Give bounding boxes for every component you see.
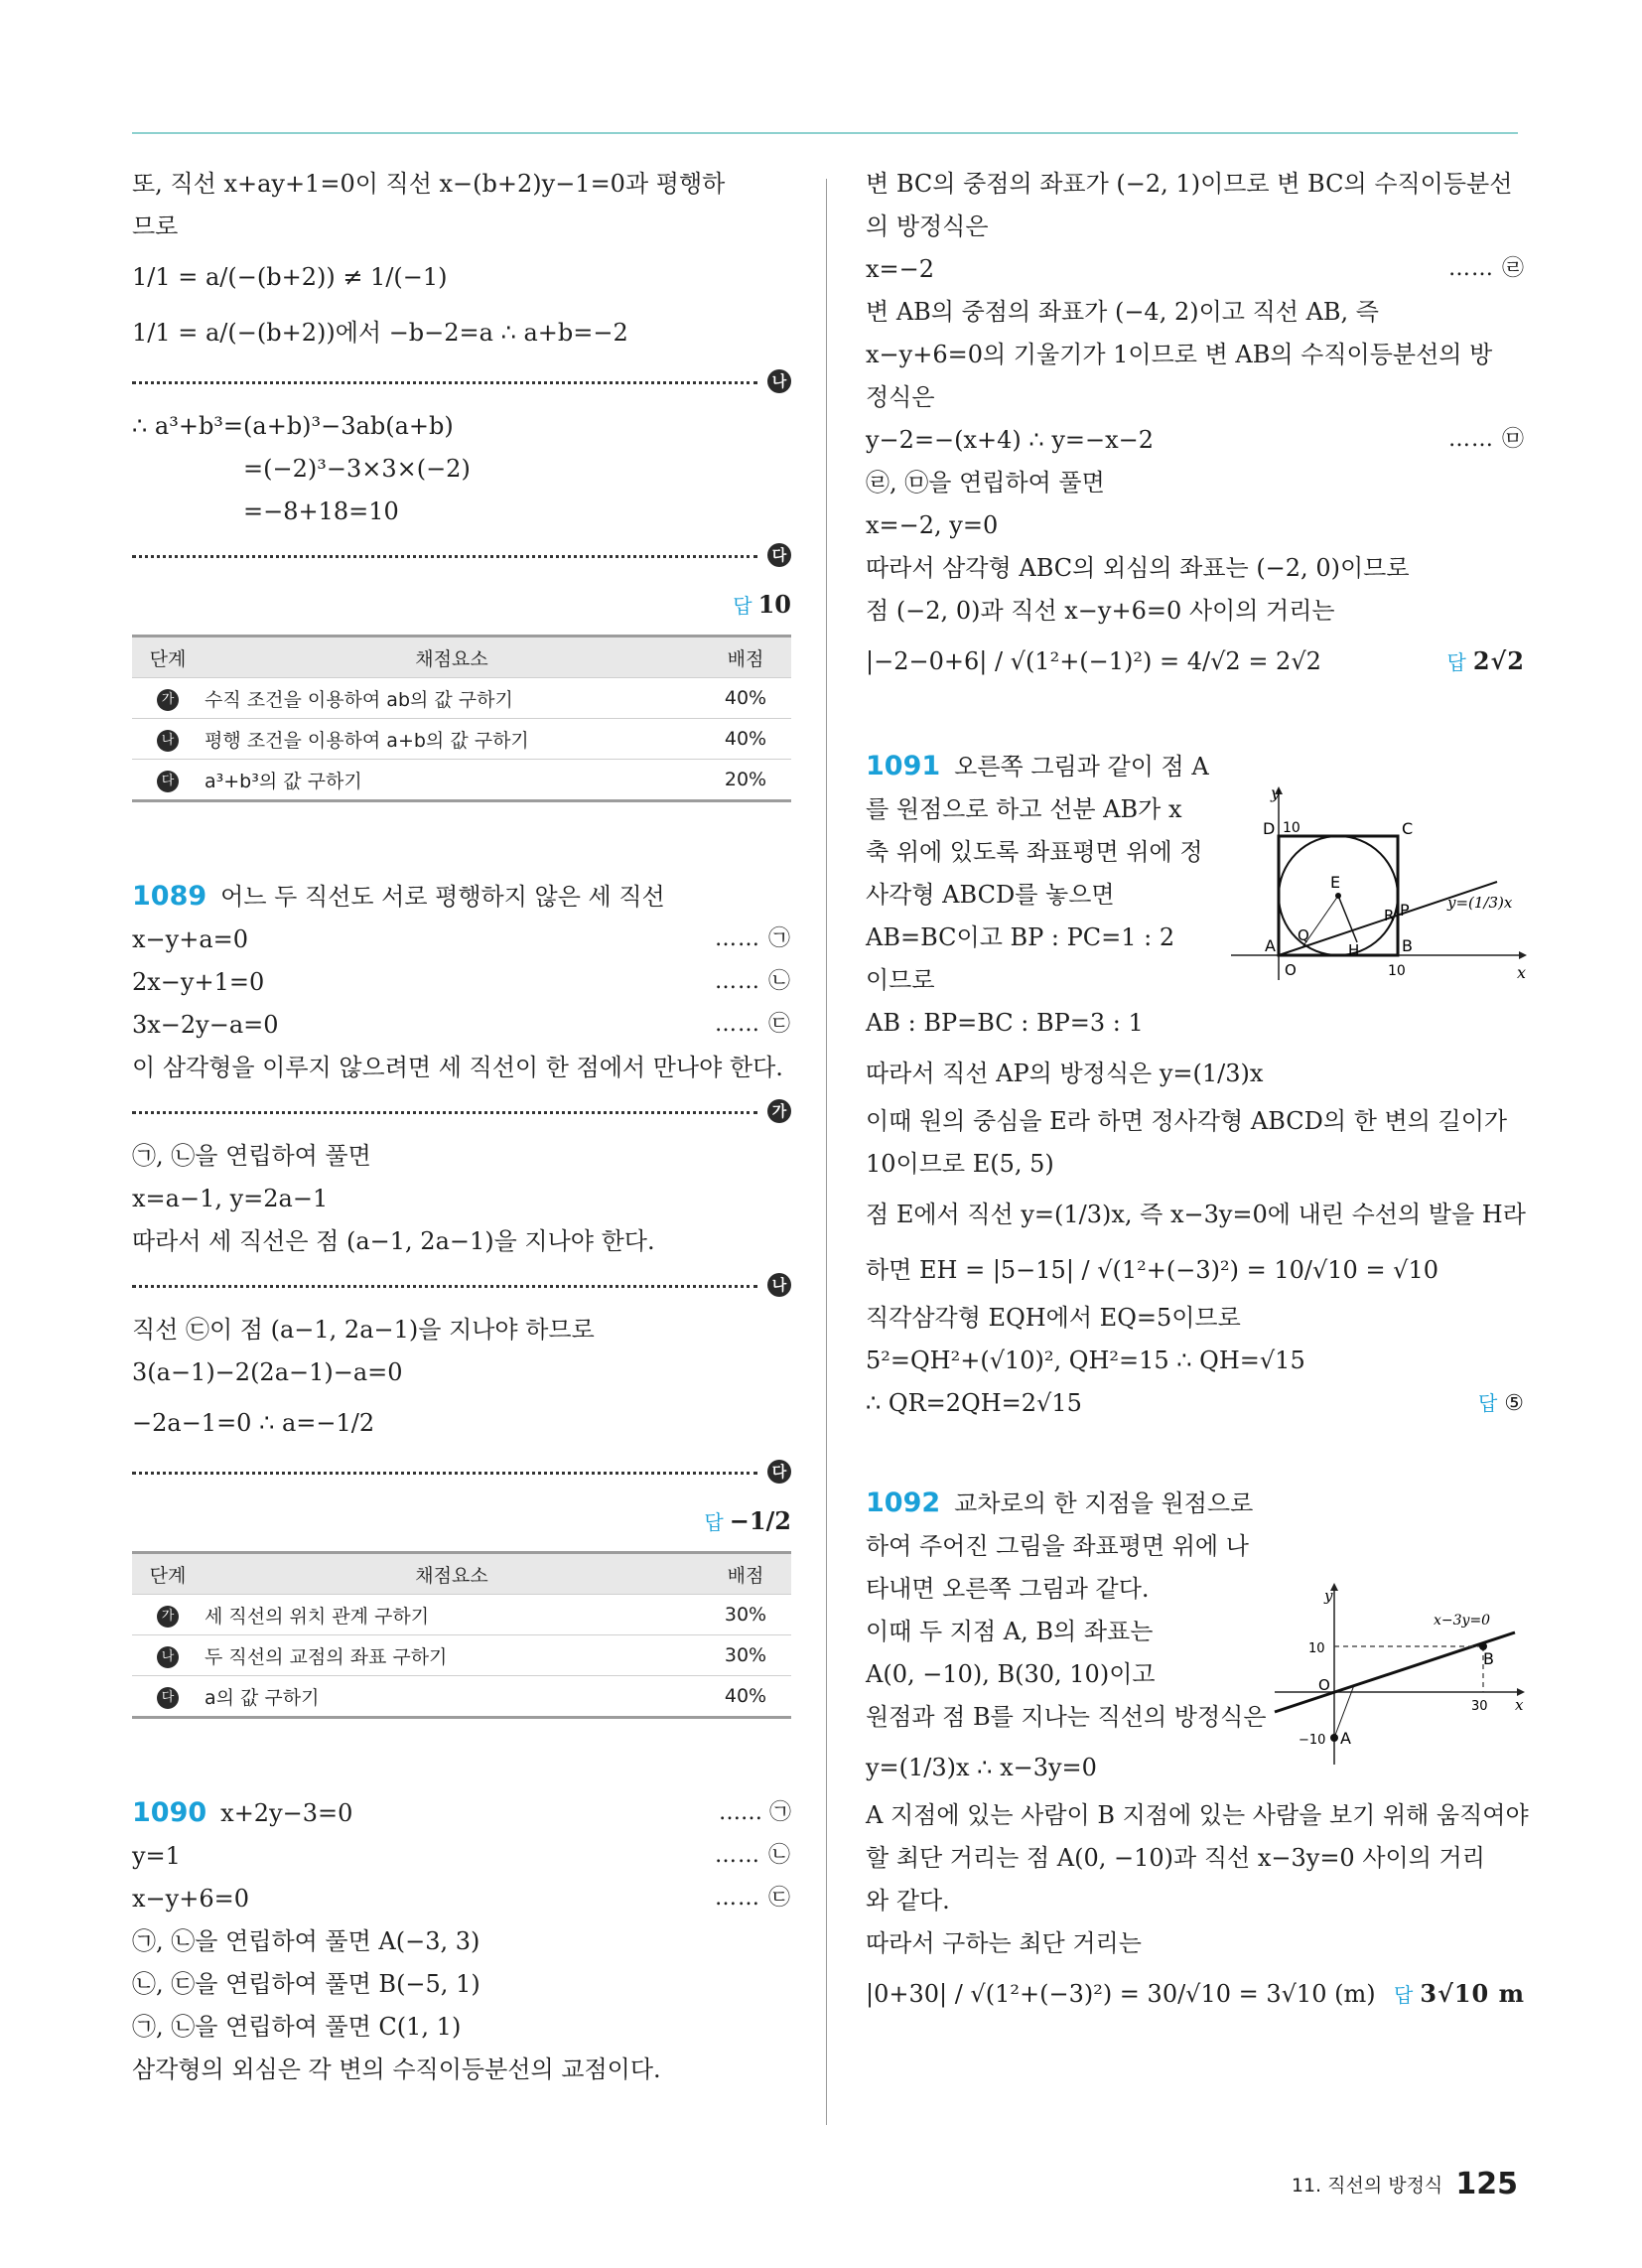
- point-a: [1330, 1734, 1338, 1742]
- text-line: x−y+6=0의 기울기가 1이므로 변 AB의 수직이등분선의 방: [866, 341, 1493, 368]
- table-header: 배점: [700, 1553, 791, 1595]
- table-row: [132, 1595, 791, 1635]
- step-mark: 가: [157, 689, 179, 711]
- equation-mark: …… ㉠: [715, 926, 791, 951]
- step-separator: [132, 369, 791, 395]
- formula-line: y=(1/3)x ∴ x−3y=0: [866, 1754, 1097, 1781]
- page-number: 125: [1455, 2167, 1518, 2201]
- equation-mark: …… ㉣: [1448, 256, 1525, 281]
- figure-1091: [1229, 786, 1527, 985]
- text-line: ㉠, ㉡을 연립하여 풀면 A(−3, 3): [132, 1927, 480, 1955]
- text-line: ㉠, ㉡을 연립하여 풀면: [132, 1142, 371, 1170]
- text-line: 3(a−1)−2(2a−1)−a=0: [132, 1358, 403, 1386]
- table-row: [132, 719, 791, 760]
- text-line: 정식은: [866, 383, 935, 411]
- column-divider: [826, 179, 827, 2125]
- problem-number: 1090: [132, 1797, 207, 1828]
- axis-label: y: [1324, 1587, 1333, 1605]
- problem-number: 1089: [132, 881, 207, 912]
- tick-label: −10: [1299, 1733, 1326, 1748]
- text-line: ㉣, ㉤을 연립하여 풀면: [866, 469, 1105, 496]
- step-badge: 나: [767, 1273, 791, 1297]
- answer-value: 2√2: [1472, 646, 1525, 675]
- step-mark: 나: [157, 730, 179, 752]
- text-line: 이때 두 지점 A, B의 좌표는: [866, 1618, 1154, 1645]
- text-line: 10이므로 E(5, 5): [866, 1150, 1054, 1178]
- table-cell: 40%: [700, 678, 791, 719]
- text-line: 직각삼각형 EQH에서 EQ=5이므로: [866, 1304, 1241, 1332]
- text-line: 타내면 오른쪽 그림과 같다.: [866, 1575, 1150, 1603]
- table-header: 단계: [132, 637, 204, 678]
- answer-1090: [1447, 638, 1526, 685]
- table-cell: 세 직선의 위치 관계 구하기: [204, 1595, 700, 1635]
- chapter-title: 11. 직선의 방정식: [1291, 2175, 1443, 2197]
- answer-label: 답: [704, 1510, 724, 1534]
- step-separator: [132, 1273, 791, 1299]
- formula-line: 하면 EH = |5−15| / √(1²+(−3)²) = 10/√10 = √10: [866, 1256, 1439, 1284]
- point-label: P: [1400, 901, 1410, 920]
- equation-mark: …… ㉠: [719, 1800, 791, 1825]
- table-cell: 40%: [700, 1676, 791, 1718]
- table-cell: 30%: [700, 1595, 791, 1635]
- text-line: 하여 주어진 그림을 좌표평면 위에 나: [866, 1532, 1249, 1560]
- text-line: A 지점에 있는 사람이 B 지점에 있는 사람을 보기 위해 움직여야: [866, 1801, 1529, 1829]
- step-mark: 다: [157, 771, 179, 792]
- text-line: 이므로: [866, 966, 935, 994]
- step-badge: 나: [767, 369, 791, 393]
- table-cell: 두 직선의 교점의 좌표 구하기: [204, 1635, 700, 1676]
- table-row: [132, 678, 791, 719]
- table-header: 채점요소: [204, 637, 700, 678]
- text-line: 사각형 ABCD를 놓으면: [866, 881, 1115, 909]
- text-line: 이 삼각형을 이루지 않으려면 세 직선이 한 점에서 만나야 한다.: [132, 1054, 783, 1081]
- step-badge: 다: [767, 1460, 791, 1484]
- left-column: [132, 169, 791, 2097]
- text-line: 를 원점으로 하고 선분 AB가 x: [866, 795, 1182, 823]
- text-line: 따라서 구하는 최단 거리는: [866, 1929, 1142, 1957]
- text-line: 변 AB의 중점의 좌표가 (−4, 2)이고 직선 AB, 즉: [866, 298, 1379, 326]
- answer-value: ⑤: [1504, 1391, 1525, 1416]
- answer-1092: [1394, 1971, 1525, 2018]
- point-label: A: [1340, 1729, 1351, 1748]
- text-line: 직선 ㉢이 점 (a−1, 2a−1)을 지나야 하므로: [132, 1316, 595, 1344]
- step-separator: [132, 543, 791, 569]
- table-cell: 30%: [700, 1635, 791, 1676]
- text-line: 므로: [132, 213, 179, 240]
- formula-line: =(−2)³−3×3×(−2): [243, 455, 471, 483]
- formula-line: =−8+18=10: [243, 497, 399, 525]
- grading-table-1088: [132, 635, 791, 802]
- problem-1092-header: 1092 교차로의 한 지점을 원점으로: [866, 1488, 1254, 1518]
- step-mark: 다: [157, 1687, 179, 1709]
- answer-value: −1/2: [729, 1506, 791, 1535]
- table-header: 채점요소: [204, 1553, 700, 1595]
- point-label: C: [1402, 819, 1414, 838]
- answer-1091: [1478, 1388, 1525, 1419]
- table-row: [132, 1635, 791, 1676]
- arrow-icon: [1519, 951, 1527, 959]
- formula-line: ∴ a³+b³=(a+b)³−3ab(a+b): [132, 412, 454, 440]
- answer-label: 답: [733, 594, 753, 618]
- problem-1091-header: 1091 오른쪽 그림과 같이 점 A: [866, 751, 1209, 781]
- answer-label: 답: [1446, 650, 1467, 674]
- table-row: [132, 1676, 791, 1718]
- text-line: 이때 원의 중심을 E라 하면 정사각형 ABCD의 한 변의 길이가: [866, 1107, 1508, 1135]
- problem-1090-header: 1090 x+2y−3=0 …… ㉠: [132, 1797, 791, 1828]
- answer-1088: [132, 585, 791, 625]
- text-line: 따라서 세 직선은 점 (a−1, 2a−1)을 지나야 한다.: [132, 1227, 655, 1255]
- answer-value: 10: [757, 590, 791, 619]
- text-line: 축 위에 있도록 좌표평면 위에 정: [866, 838, 1203, 866]
- point-label: B: [1402, 936, 1413, 955]
- axis-label: x: [1517, 963, 1527, 982]
- point-label: R: [1384, 907, 1395, 924]
- point-label: E: [1330, 873, 1341, 892]
- tick-label: 10: [1308, 1641, 1325, 1656]
- formula-line: ∴ QR=2QH=2√15 답 ⑤: [866, 1389, 1525, 1417]
- text-line: 따라서 삼각형 ABC의 외심의 좌표는 (−2, 0)이므로: [866, 554, 1410, 582]
- formula-line: 1/1 = a/(−(b+2))에서 −b−2=a ∴ a+b=−2: [132, 319, 628, 347]
- point-label: A: [1265, 936, 1276, 955]
- answer-label: 답: [1394, 1983, 1415, 2007]
- answer-value: 3√10 m: [1420, 1979, 1525, 2008]
- line-label: x−3y=0: [1434, 1613, 1491, 1629]
- table-cell: 평행 조건을 이용하여 a+b의 값 구하기: [204, 719, 700, 760]
- equation-mark: …… ㉤: [1448, 427, 1525, 452]
- equation-mark: …… ㉢: [715, 1886, 791, 1911]
- table-cell: a의 값 구하기: [204, 1676, 700, 1718]
- table-cell: 수직 조건을 이용하여 ab의 값 구하기: [204, 678, 700, 719]
- tick-label: 10: [1283, 820, 1300, 836]
- step-badge: 다: [767, 543, 791, 567]
- step-mark: 가: [157, 1606, 179, 1628]
- step-separator: [132, 1460, 791, 1486]
- problem-title: 어느 두 직선도 서로 평행하지 않은 세 직선: [220, 883, 665, 911]
- equation-line: y−2=−(x+4) ∴ y=−x−2 …… ㉤: [866, 426, 1525, 454]
- equation-line: x−y+6=0 …… ㉢: [132, 1885, 791, 1913]
- step-mark: 나: [157, 1646, 179, 1668]
- tick-label: 30: [1471, 1699, 1488, 1714]
- formula-line: −2a−1=0 ∴ a=−1/2: [132, 1409, 375, 1437]
- text-line: 삼각형의 외심은 각 변의 수직이등분선의 교점이다.: [132, 2055, 661, 2083]
- point-label: D: [1263, 819, 1276, 838]
- text-line: x=−2, y=0: [866, 511, 999, 539]
- formula-line: 따라서 직선 AP의 방정식은 y=(1/3)x: [866, 1060, 1264, 1087]
- table-header: 배점: [700, 637, 791, 678]
- text-line: 와 같다.: [866, 1887, 950, 1914]
- equation-line: x=−2 …… ㉣: [866, 255, 1525, 283]
- step-separator: [132, 1099, 791, 1125]
- text-line: 점 (−2, 0)과 직선 x−y+6=0 사이의 거리는: [866, 597, 1335, 625]
- point-label: H: [1348, 941, 1360, 959]
- perpendicular-eh: [1338, 896, 1357, 942]
- answer-1089: [132, 1501, 791, 1541]
- axis-label: y: [1271, 786, 1281, 802]
- origin-label: O: [1318, 1676, 1330, 1694]
- arrow-icon: [1517, 1688, 1525, 1696]
- text-line: 원점과 점 B를 지나는 직선의 방정식은: [866, 1703, 1267, 1731]
- axis-label: x: [1515, 1696, 1524, 1714]
- step-badge: 가: [767, 1099, 791, 1123]
- text-line: ㉡, ㉢을 연립하여 풀면 B(−5, 1): [132, 1970, 480, 1998]
- table-cell: a³+b³의 값 구하기: [204, 760, 700, 801]
- text-line: 의 방정식은: [866, 213, 989, 240]
- formula-line: 1/1 = a/(−(b+2)) ≠ 1/(−1): [132, 263, 448, 291]
- point-label: Q: [1298, 926, 1309, 944]
- tick-label: 10: [1388, 963, 1406, 979]
- figure-1092: [1271, 1581, 1529, 1770]
- text-line: 5²=QH²+(√10)², QH²=15 ∴ QH=√15: [866, 1347, 1305, 1374]
- center-point: [1335, 893, 1341, 899]
- table-cell: 20%: [700, 760, 791, 801]
- table-cell: 40%: [700, 719, 791, 760]
- equation-line: x−y+a=0 …… ㉠: [132, 925, 791, 953]
- equation-line: 2x−y+1=0 …… ㉡: [132, 968, 791, 996]
- text-line: A(0, −10), B(30, 10)이고: [866, 1660, 1156, 1688]
- formula-line: |0+30| / √(1²+(−3)²) = 30/√10 = 3√10 (m) 답 3√10 m: [866, 1971, 1525, 2027]
- distance-formula: |−2−0+6| / √(1²+(−1)²) = 4/√2 = 2√2: [866, 647, 1321, 675]
- problem-1089-header: [132, 882, 791, 924]
- text-line: AB=BC이고 BP : PC=1 : 2: [866, 923, 1175, 951]
- text-line: 변 BC의 중점의 좌표가 (−2, 1)이므로 변 BC의 수직이등분선: [866, 170, 1513, 198]
- equation-mark: …… ㉢: [715, 1012, 791, 1037]
- answer-label: 답: [1477, 1391, 1499, 1415]
- table-row: [132, 760, 791, 801]
- text-line: ㉠, ㉡을 연립하여 풀면 C(1, 1): [132, 2013, 462, 2041]
- grading-table-1089: [132, 1551, 791, 1719]
- origin-label: O: [1285, 961, 1297, 979]
- line-label: y=(1/3)x: [1447, 894, 1513, 912]
- text-line: AB : BP=BC : BP=3 : 1: [866, 1009, 1144, 1037]
- formula-line: 점 E에서 직선 y=(1/3)x, 즉 x−3y=0에 내린 수선의 발을 H라: [866, 1201, 1526, 1228]
- text-line: 할 최단 거리는 점 A(0, −10)과 직선 x−3y=0 사이의 거리: [866, 1844, 1485, 1872]
- formula-line: [866, 638, 1525, 694]
- text-line: 또, 직선 x+ay+1=0이 직선 x−(b+2)y−1=0과 평행하: [132, 170, 726, 198]
- equation-line: 3x−2y−a=0 …… ㉢: [132, 1011, 791, 1039]
- problem-number: 1092: [866, 1488, 941, 1518]
- equation-mark: …… ㉡: [715, 1843, 791, 1868]
- page-footer: [1292, 2167, 1518, 2201]
- point-label: B: [1483, 1649, 1494, 1668]
- top-rule: [132, 132, 1518, 134]
- equation-line: y=1 …… ㉡: [132, 1842, 791, 1870]
- problem-number: 1091: [866, 751, 941, 781]
- equation-mark: …… ㉡: [715, 969, 791, 994]
- text-line: x=a−1, y=2a−1: [132, 1185, 329, 1212]
- table-header: 단계: [132, 1553, 204, 1595]
